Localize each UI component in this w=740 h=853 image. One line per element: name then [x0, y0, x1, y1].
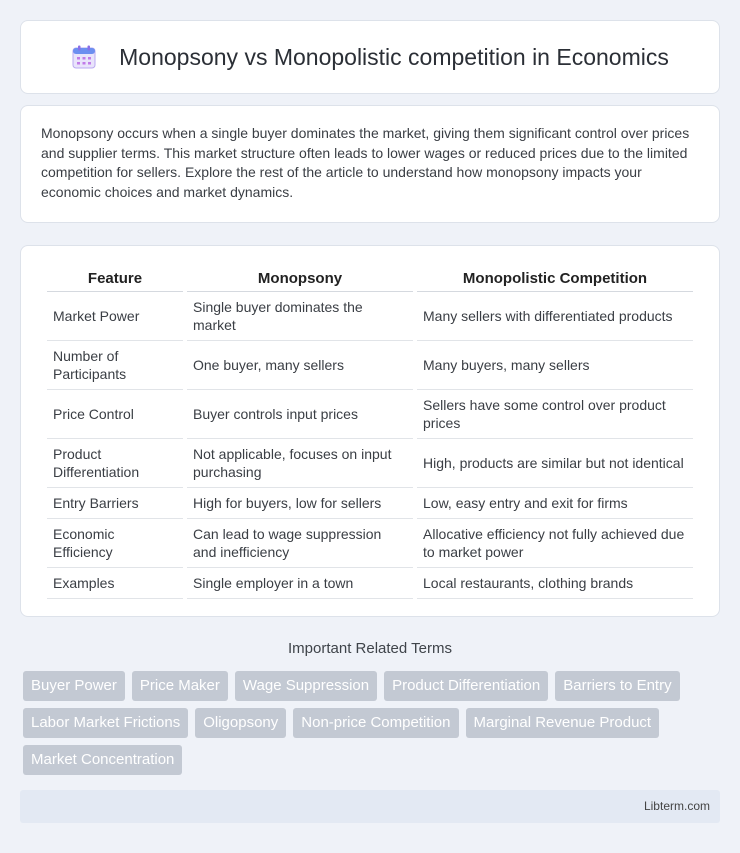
table-row [47, 341, 693, 390]
table-cell: High, products are similar but not identical [417, 439, 693, 488]
related-term-tag[interactable]: Labor Market Frictions [23, 708, 188, 738]
header-card [20, 20, 720, 94]
table-cell: Product Differentiation [47, 439, 183, 488]
table-row [47, 568, 693, 599]
footer-site-link[interactable]: Libterm.com [643, 799, 710, 813]
calendar-icon [71, 44, 97, 70]
table-cell: Can lead to wage suppression and inefficiency [187, 519, 413, 568]
intro-card [20, 105, 720, 223]
table-cell: Price Control [47, 390, 183, 439]
table-cell: Market Power [47, 292, 183, 341]
page-title: Monopsony vs Monopolistic competition in Economics [119, 43, 669, 70]
table-cell: Allocative efficiency not fully achieved due to market power [417, 519, 693, 568]
table-cell: Sellers have some control over product prices [417, 390, 693, 439]
table-row [47, 519, 693, 568]
related-term-tag[interactable]: Oligopsony [195, 708, 286, 738]
header-monopsony: Monopsony [187, 266, 413, 292]
table-cell: Single buyer dominates the market [187, 292, 413, 341]
table-cell: Number of Participants [47, 341, 183, 390]
related-term-tag[interactable]: Non-price Competition [293, 708, 458, 738]
table-row [47, 439, 693, 488]
table-cell: Many sellers with differentiated products [417, 292, 693, 341]
table-cell: Examples [47, 568, 183, 599]
table-cell: Low, easy entry and exit for firms [417, 488, 693, 519]
table-cell: Many buyers, many sellers [417, 341, 693, 390]
table-row [47, 292, 693, 341]
table-row [47, 488, 693, 519]
table-cell: Entry Barriers [47, 488, 183, 519]
related-term-tag[interactable]: Product Differentiation [384, 671, 548, 701]
header-feature: Feature [47, 266, 183, 292]
table-cell: Local restaurants, clothing brands [417, 568, 693, 599]
related-terms-title: Important Related Terms [288, 640, 452, 657]
table-cell: High for buyers, low for sellers [187, 488, 413, 519]
comparison-table [43, 266, 697, 599]
header-monopolistic-competition: Monopolistic Competition [417, 266, 693, 292]
related-term-tag[interactable]: Price Maker [132, 671, 228, 701]
comparison-table-card [20, 245, 720, 617]
related-term-tag[interactable]: Barriers to Entry [555, 671, 679, 701]
related-term-tag[interactable]: Marginal Revenue Product [466, 708, 660, 738]
table-row [47, 390, 693, 439]
table-cell: One buyer, many sellers [187, 341, 413, 390]
intro-paragraph: Monopsony occurs when a single buyer dominates the market, giving them significant control over prices and supplier terms. This market structure often leads to lower wages or reduced prices due to the limited competition for sellers. Explore the rest of the article to understand how monopsony impacts your economic choices and market dynamics. [41, 125, 690, 200]
table-header-row [47, 266, 693, 292]
table-cell: Buyer controls input prices [187, 390, 413, 439]
related-terms-list [23, 671, 723, 775]
footer [20, 790, 720, 823]
related-term-tag[interactable]: Buyer Power [23, 671, 125, 701]
table-cell: Economic Efficiency [47, 519, 183, 568]
table-cell: Not applicable, focuses on input purchasing [187, 439, 413, 488]
table-cell: Single employer in a town [187, 568, 413, 599]
related-term-tag[interactable]: Market Concentration [23, 745, 182, 775]
related-term-tag[interactable]: Wage Suppression [235, 671, 377, 701]
